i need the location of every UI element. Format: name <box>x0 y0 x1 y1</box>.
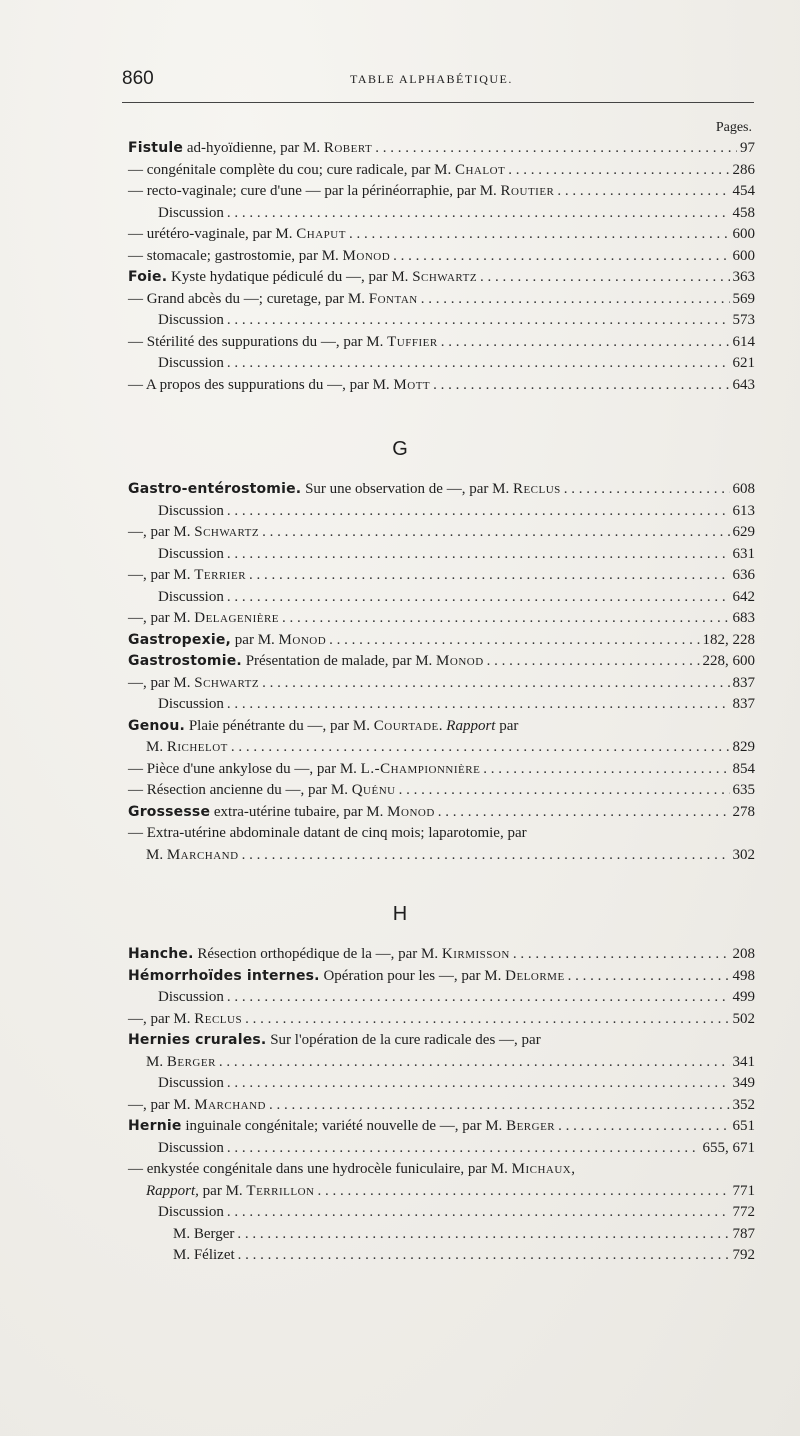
index-entry <box>128 1009 755 1031</box>
section-letter-g: G <box>392 438 408 460</box>
entry-text: Discussion <box>158 204 224 221</box>
page-ref: 454 <box>732 183 755 199</box>
index-entry <box>128 1138 755 1160</box>
index-entry <box>128 267 755 289</box>
entry-text: Discussion <box>158 355 224 371</box>
page-ref: 278 <box>732 803 755 820</box>
dot-leader <box>238 1245 730 1267</box>
index-entry <box>128 1073 755 1095</box>
author-name: Tuffier <box>387 333 438 350</box>
dot-leader <box>441 332 730 354</box>
dot-leader <box>421 289 730 311</box>
entry-heading: Gastrostomie. <box>128 653 242 669</box>
index-entry <box>128 1202 755 1224</box>
page-ref: 613 <box>732 502 755 519</box>
entry-text: — Résection ancienne du —, par M. <box>128 782 352 798</box>
index-entry <box>128 759 755 781</box>
page-ref: 349 <box>732 1075 755 1091</box>
author-name: Marchand <box>194 1096 266 1113</box>
entry-text: M. Félizet <box>173 1247 235 1263</box>
page-ref: 458 <box>732 204 755 221</box>
index-entry <box>128 203 755 225</box>
entry-heading: Hernies crurales. <box>128 1032 267 1048</box>
page-ref: 635 <box>732 782 755 798</box>
index-entry <box>128 780 755 802</box>
entry-text: — stomacale; gastrostomie, par M. <box>128 247 343 264</box>
entry-text: Discussion <box>158 502 224 519</box>
dot-leader <box>438 802 730 824</box>
dot-leader <box>480 267 729 289</box>
index-section-h <box>128 944 755 1267</box>
index-entry <box>128 353 755 375</box>
entry-text: —, par M. <box>128 567 195 583</box>
author-name: Reclus <box>194 1010 243 1027</box>
page-ref: 341 <box>732 1053 755 1070</box>
dot-leader <box>227 1202 730 1224</box>
author-name: Monod <box>436 653 484 669</box>
entry-text: ad-hyoïdienne, par M. <box>183 140 324 156</box>
entry-text: Sur une observation de —, par M. <box>301 481 513 497</box>
page-ref: 854 <box>732 760 755 777</box>
entry-heading: Grossesse <box>128 803 211 820</box>
author-name: Berger <box>506 1118 556 1134</box>
author-name: Kirmisson <box>441 946 510 962</box>
page-header <box>122 68 754 92</box>
entry-text: —, par M. <box>128 674 195 691</box>
dot-leader <box>237 1224 729 1246</box>
author-name: Robert <box>323 140 373 156</box>
index-entry-genou-line2: M. Richelot . . . 829 <box>128 737 755 759</box>
section-letter-h: H <box>392 903 408 925</box>
index-entry <box>128 802 755 824</box>
page-ref: 655, 671 <box>702 1139 755 1156</box>
index-entry <box>128 630 755 652</box>
index-entry-genou-line1: Genou. Plaie pénétrante du —, par M. Courtade. Rapport par <box>128 717 519 734</box>
entry-heading: Hernie <box>128 1118 182 1134</box>
entry-text: Discussion <box>158 545 224 562</box>
index-entry <box>128 246 755 268</box>
entry-text: — A propos des suppurations du —, par M. <box>128 376 394 393</box>
author-name: Monod <box>387 803 435 820</box>
page-ref: 208 <box>732 946 755 962</box>
page-ref: 787 <box>732 1225 755 1242</box>
dot-leader <box>513 944 730 966</box>
author-name: Schwartz <box>412 269 478 285</box>
page-ref: 792 <box>732 1247 755 1263</box>
index-entry <box>128 332 755 354</box>
dot-leader <box>231 737 730 759</box>
page-ref: 772 <box>732 1204 755 1220</box>
page-ref: 302 <box>732 846 755 863</box>
entry-text: Discussion <box>158 1204 224 1220</box>
header-rule <box>122 102 754 103</box>
author-name: Chalot <box>454 161 506 178</box>
index-entry <box>128 160 755 182</box>
entry-text: Discussion <box>158 696 224 712</box>
running-title: TABLE ALPHABÉTIQUE. <box>350 72 513 86</box>
entry-text: — urétéro-vaginale, par M. <box>128 226 297 242</box>
entry-heading: Genou. <box>128 717 186 734</box>
entry-text: extra-utérine tubaire, par M. <box>210 803 388 820</box>
index-entry <box>128 987 755 1009</box>
page-ref: 642 <box>732 588 755 605</box>
author-name: Delagenière <box>194 610 280 626</box>
page-ref: 636 <box>732 567 755 583</box>
page-ref: 614 <box>732 333 755 350</box>
page-number: 860 <box>122 68 154 89</box>
dot-leader <box>349 224 730 246</box>
index-entry-hernies-line2: M. Berger . . . 341 <box>128 1052 755 1074</box>
page-ref: 621 <box>732 355 755 371</box>
author-name: Monod <box>278 631 327 648</box>
author-name: Mott <box>393 376 431 393</box>
dot-leader <box>568 966 730 988</box>
index-entry-grossesse-line1: — Extra-utérine abdominale datant de cinq mois; laparotomie, par <box>128 825 527 841</box>
author-name: L.-Championnière <box>360 760 481 777</box>
index-entry <box>128 289 755 311</box>
pages-column-label: Pages. <box>715 120 752 135</box>
index-entry <box>128 522 755 544</box>
entry-text: inguinale congénitale; variété nouvelle de —, par M. <box>181 1118 507 1134</box>
index-entry <box>128 375 755 397</box>
page-ref: 683 <box>732 610 755 626</box>
index-entry <box>128 673 755 695</box>
entry-text: —, par M. <box>128 1096 195 1113</box>
index-entry <box>128 587 755 609</box>
entry-text: — recto-vaginale; cure d'une — par la périnéorraphie, par M. <box>128 183 501 199</box>
index-entry <box>128 608 755 630</box>
page-ref: 771 <box>732 1182 755 1199</box>
entry-heading: Foie. <box>128 269 168 285</box>
entry-text: Discussion <box>158 588 224 605</box>
dot-leader <box>227 1073 730 1095</box>
author-name: Chaput <box>296 226 346 242</box>
author-name: Delorme <box>505 967 565 984</box>
index-entry <box>128 224 755 246</box>
index-entry-grossesse-line2: M. Marchand . . . 302 <box>128 845 755 867</box>
page-ref: 498 <box>732 967 755 984</box>
dot-leader <box>433 375 729 397</box>
index-entry <box>128 1224 755 1246</box>
dot-leader <box>227 544 730 566</box>
author-name: Reclus <box>512 481 561 497</box>
page-ref: 631 <box>732 545 755 562</box>
entry-text: Résection orthopédique de la —, par M. <box>193 946 442 962</box>
page-ref: 499 <box>732 989 755 1005</box>
dot-leader <box>483 759 729 781</box>
page-ref: 829 <box>732 739 755 755</box>
entry-text: — congénitale complète du cou; cure radicale, par M. <box>128 161 455 178</box>
dot-leader <box>329 630 699 652</box>
page-ref: 569 <box>732 290 755 307</box>
index-entry <box>128 501 755 523</box>
entry-heading: Gastropexie, <box>128 631 232 648</box>
dot-leader <box>282 608 729 630</box>
index-section-f <box>128 138 755 396</box>
dot-leader <box>487 651 700 673</box>
index-entry <box>128 310 755 332</box>
dot-leader <box>227 1138 700 1160</box>
page-ref: 837 <box>732 696 755 712</box>
dot-leader <box>399 780 730 802</box>
dot-leader <box>227 353 730 375</box>
dot-leader <box>508 160 729 182</box>
dot-leader <box>227 310 730 332</box>
dot-leader <box>393 246 729 268</box>
index-entry <box>128 544 755 566</box>
entry-text: Kyste hydatique pédiculé du —, par M. <box>167 269 413 285</box>
entry-text: Présentation de malade, par M. <box>241 653 437 669</box>
page-ref: 600 <box>732 226 755 242</box>
page-ref: 643 <box>732 376 755 393</box>
page-ref: 502 <box>732 1010 755 1027</box>
index-entry <box>128 181 755 203</box>
entry-text: M. Berger <box>173 1225 235 1242</box>
dot-leader <box>227 587 730 609</box>
entry-text: — Pièce d'une ankylose du —, par M. <box>128 760 361 777</box>
dot-leader <box>245 1009 729 1031</box>
entry-text: Discussion <box>158 1075 224 1091</box>
index-entry-enkystee-line1: — enkystée congénitale dans une hydrocèle funiculaire, par M. Michaux, <box>128 1161 576 1177</box>
dot-leader <box>227 203 730 225</box>
index-entry <box>128 1245 755 1267</box>
author-name: Schwartz <box>194 524 260 540</box>
dot-leader <box>558 1116 729 1138</box>
entry-text: — Grand abcès du —; curetage, par M. <box>128 290 369 307</box>
index-entry <box>128 1095 755 1117</box>
dot-leader <box>227 987 730 1009</box>
entry-text: —, par M. <box>128 610 195 626</box>
entry-text: Discussion <box>158 1139 224 1156</box>
dot-leader <box>269 1095 730 1117</box>
page-ref: 651 <box>732 1118 755 1134</box>
entry-heading: Hémorrhoïdes internes. <box>128 967 320 984</box>
entry-heading: Gastro-entérostomie. <box>128 481 302 497</box>
index-entry-hernies-line1: Hernies crurales. Sur l'opération de la cure radicale des —, par <box>128 1032 541 1048</box>
index-entry <box>128 138 755 160</box>
dot-leader <box>262 522 729 544</box>
author-name: Schwartz <box>194 674 260 691</box>
index-entry <box>128 694 755 716</box>
author-name: Monod <box>342 247 391 264</box>
entry-text: Opération pour les —, par M. <box>319 967 506 984</box>
entry-text: — Stérilité des suppurations du —, par M. <box>128 333 388 350</box>
dot-leader <box>219 1052 730 1074</box>
entry-text: Discussion <box>158 312 224 328</box>
page-ref: 97 <box>740 140 755 156</box>
index-entry <box>128 944 755 966</box>
author-name: Quénu <box>351 782 396 798</box>
author-name: Terrier <box>194 567 247 583</box>
dot-leader <box>262 673 729 695</box>
page-ref: 352 <box>732 1096 755 1113</box>
page-ref: 608 <box>732 481 755 497</box>
dot-leader <box>227 694 730 716</box>
index-entry <box>128 565 755 587</box>
index-section-g <box>128 479 755 866</box>
author-name: Fontan <box>368 290 418 307</box>
index-entry <box>128 651 755 673</box>
entry-text: —, par M. <box>128 1010 195 1027</box>
page-ref: 600 <box>732 247 755 264</box>
entry-text: par M. <box>231 631 279 648</box>
author-name: Routier <box>500 183 555 199</box>
entry-text: Discussion <box>158 989 224 1005</box>
entry-heading: Fistule <box>128 140 184 156</box>
index-entry <box>128 479 755 501</box>
page-ref: 182, 228 <box>702 631 755 648</box>
dot-leader <box>242 845 730 867</box>
dot-leader <box>375 138 737 160</box>
page-ref: 629 <box>732 524 755 540</box>
dot-leader <box>317 1181 729 1203</box>
entry-heading: Hanche. <box>128 946 194 962</box>
index-entry <box>128 966 755 988</box>
index-entry <box>128 1116 755 1138</box>
index-entry-enkystee-line2: Rapport, par M. Terrillon . . . 771 <box>128 1181 755 1203</box>
dot-leader <box>249 565 729 587</box>
page-ref: 573 <box>732 312 755 328</box>
entry-text: —, par M. <box>128 524 195 540</box>
dot-leader <box>557 181 729 203</box>
page-ref: 228, 600 <box>702 653 755 669</box>
page-ref: 837 <box>732 674 755 691</box>
dot-leader <box>564 479 730 501</box>
page-ref: 286 <box>732 161 755 178</box>
dot-leader <box>227 501 730 523</box>
page-ref: 363 <box>732 269 755 285</box>
